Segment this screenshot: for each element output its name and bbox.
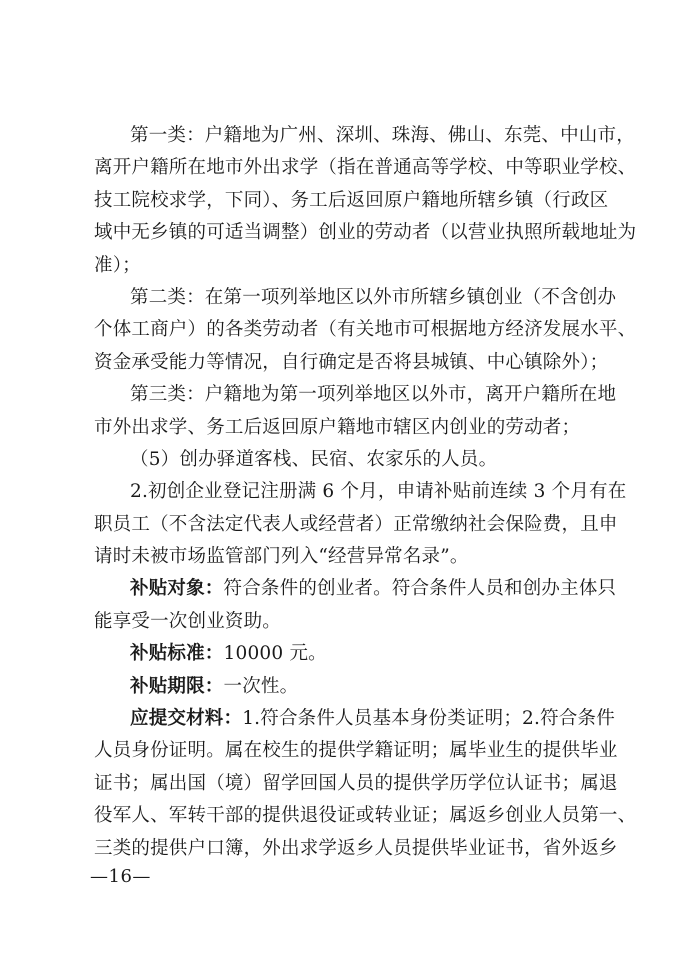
text-segment: 第二类：在第一项列举地区以外市所辖乡镇创业（不含创办 bbox=[130, 286, 617, 308]
text-line bbox=[94, 541, 604, 573]
text-line bbox=[94, 347, 609, 379]
text-line bbox=[94, 800, 637, 832]
text-segment: 职员工（不含法定代表人或经营者）正常缴纳社会保险费，且申 bbox=[94, 513, 618, 535]
text-segment: 离开户籍所在地市外出求学（指在普通高等学校、中等职业学校、 bbox=[94, 157, 637, 179]
text-segment: 人员身份证明。属在校生的提供学籍证明；属毕业生的提供毕业 bbox=[94, 740, 618, 762]
text-line bbox=[94, 379, 617, 411]
text-segment: 第三类：户籍地为第一项列举地区以外市，离开户籍所在地 bbox=[130, 384, 617, 406]
text-line bbox=[94, 152, 637, 184]
text-line bbox=[94, 671, 604, 703]
text-segment: 一次性。 bbox=[223, 675, 299, 697]
page-number: —16— bbox=[90, 866, 151, 887]
text-line bbox=[94, 250, 604, 282]
text-line bbox=[94, 573, 617, 605]
text-line bbox=[94, 833, 618, 865]
text-segment: 证书；属出国（境）留学回国人员的提供学历学位认证书；属退 bbox=[94, 772, 618, 794]
text-segment: 符合条件的创业者。符合条件人员和创办主体只 bbox=[223, 578, 617, 600]
text-line bbox=[94, 282, 617, 314]
text-line bbox=[94, 444, 604, 476]
text-line bbox=[94, 509, 618, 541]
text-segment: 能享受一次创业资助。 bbox=[94, 610, 282, 632]
text-segment: 技工院校求学，下同）、务工后返回原户籍地所辖乡镇（行政区 bbox=[94, 189, 609, 211]
text-line bbox=[94, 412, 604, 444]
text-line bbox=[94, 217, 637, 249]
text-segment: 准）； bbox=[94, 254, 141, 276]
text-segment: 三类的提供户口簿，外出求学返乡人员提供毕业证书，省外返乡 bbox=[94, 837, 618, 859]
text-line bbox=[94, 606, 604, 638]
text-line bbox=[94, 768, 618, 800]
text-line bbox=[94, 638, 604, 670]
text-line bbox=[94, 185, 609, 217]
text-segment: 个体工商户）的各类劳动者（有关地市可根据地方经济发展水平、 bbox=[94, 319, 637, 341]
bold-label: 补贴对象： bbox=[130, 578, 224, 600]
text-line bbox=[94, 735, 618, 767]
text-segment: 资金承受能力等情况，自行确定是否将县城镇、中心镇除外）； bbox=[94, 351, 609, 373]
document-body bbox=[94, 120, 637, 865]
text-line bbox=[94, 703, 615, 735]
bold-label: 补贴标准： bbox=[130, 643, 224, 665]
text-segment: （5）创办驿道客栈、民宿、农家乐的人员。 bbox=[130, 448, 498, 470]
text-line bbox=[94, 120, 635, 152]
bold-label: 补贴期限： bbox=[130, 675, 224, 697]
text-segment: 1.符合条件人员基本身份类证明；2.符合条件 bbox=[242, 708, 615, 730]
bold-label: 应提交材料： bbox=[130, 708, 243, 730]
text-line bbox=[94, 314, 637, 346]
text-segment: 10000 元。 bbox=[223, 643, 327, 665]
text-line bbox=[94, 476, 627, 508]
text-segment: 2.初创企业登记注册满 6 个月，申请补贴前连续 3 个月有在 bbox=[130, 481, 627, 503]
text-segment: 市外出求学、务工后返回原户籍地市辖区内创业的劳动者； bbox=[94, 416, 581, 438]
text-segment: 第一类：户籍地为广州、深圳、珠海、佛山、东莞、中山市， bbox=[130, 125, 635, 146]
text-segment: 役军人、军转干部的提供退役证或转业证；属返乡创业人员第一、 bbox=[94, 805, 637, 827]
text-segment: 请时未被市场监管部门列入“经营异常名录”。 bbox=[94, 546, 469, 568]
text-segment: 域中无乡镇的可适当调整）创业的劳动者（以营业执照所载地址为 bbox=[94, 222, 637, 244]
